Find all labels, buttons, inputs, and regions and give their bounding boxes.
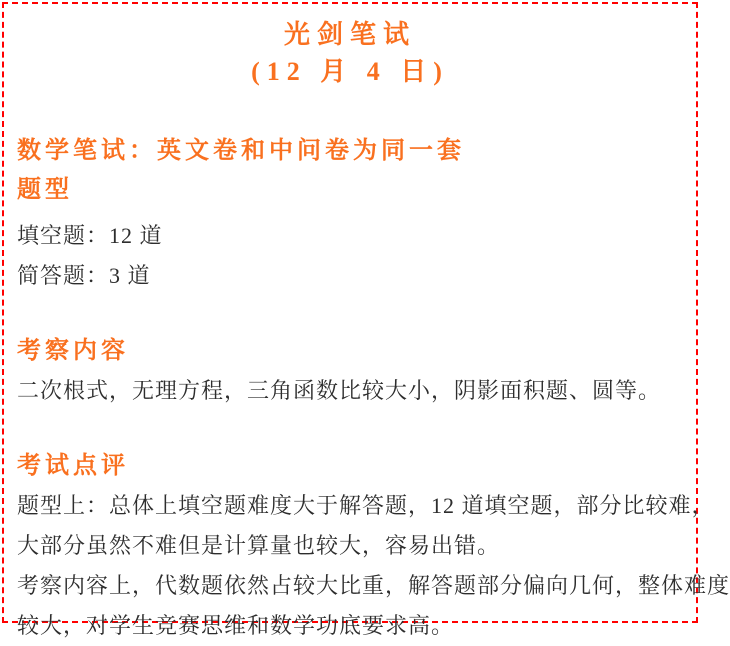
content-section-body: 二次根式，无理方程，三角函数比较大小，阴影面积题、圆等。: [17, 378, 662, 403]
short-answer-count: 简答题：3 道: [17, 263, 151, 288]
review-line-3: 考察内容上，代数题依然占较大比重，解答题部分偏向几何，整体难度: [17, 573, 730, 598]
fill-blank-count: 填空题：12 道: [17, 223, 163, 248]
title-block: [4, 16, 696, 90]
question-types-heading: 题型: [17, 177, 73, 203]
review-line-1: 题型上：总体上填空题难度大于解答题，12 道填空题，部分比较难，: [17, 493, 715, 518]
review-line-2: 大部分虽然不难但是计算量也较大，容易出错。: [17, 533, 501, 558]
document-title: 光剑笔试: [283, 20, 416, 49]
content-section-heading: 考察内容: [17, 338, 129, 364]
exam-note-line: 数学笔试：英文卷和中问卷为同一套: [17, 138, 465, 164]
document-page: [2, 2, 730, 638]
review-section-heading: 考试点评: [17, 453, 129, 479]
review-line-4: 较大，对学生竞赛思维和数学功底要求高。: [17, 613, 455, 638]
document-body: [4, 132, 730, 646]
document-date: (12 月 4 日): [251, 57, 449, 86]
